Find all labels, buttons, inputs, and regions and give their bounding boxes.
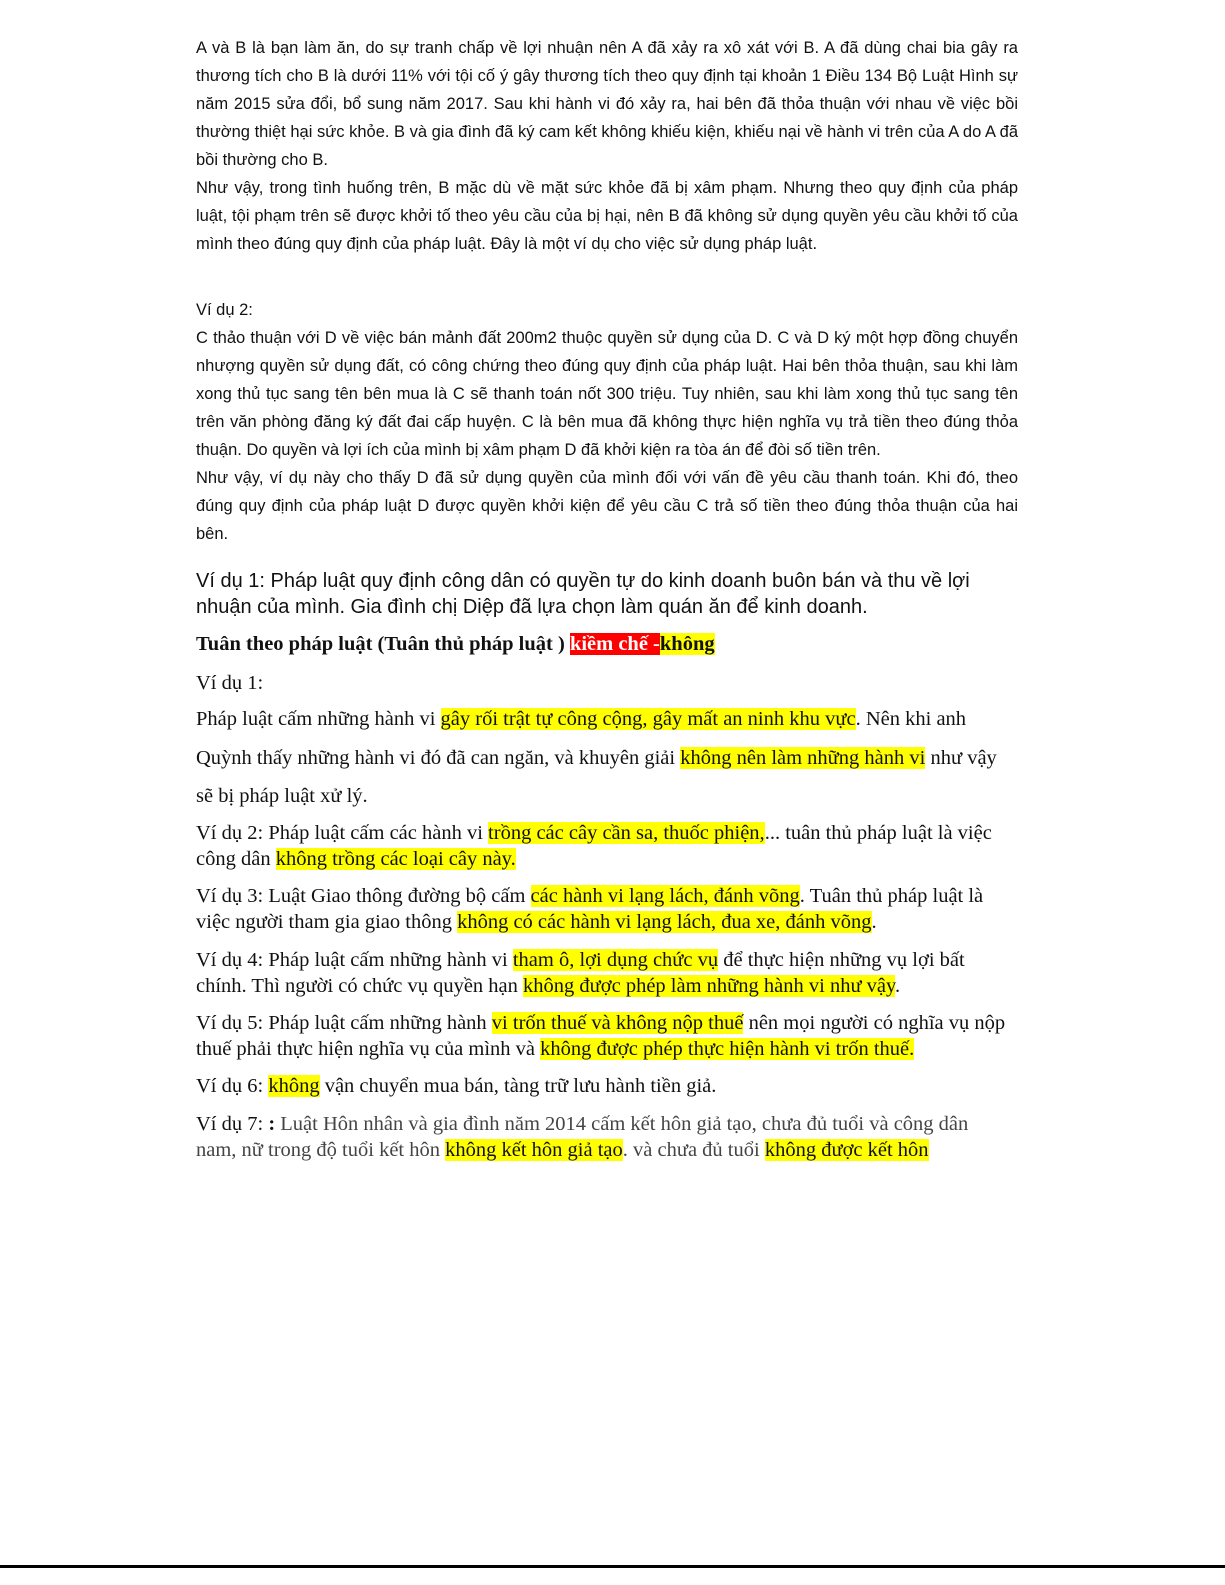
example-line: Quỳnh thấy những hành vi đó đã can ngăn, và khuyên giải không nên làm những hành vi như vậy bbox=[196, 747, 997, 769]
highlight: không kết hôn giả tạo bbox=[445, 1139, 623, 1161]
example-line: Ví dụ 7: : Luật Hôn nhân và gia đình năm 2014 cấm kết hôn giả tạo, chưa đủ tuổi và công dân bbox=[196, 1113, 969, 1135]
paragraph: Như vậy, trong tình huống trên, B mặc dù về mặt sức khỏe đã bị xâm phạm. Nhưng theo quy định của pháp luật, tội phạm trên sẽ được khởi tố theo yêu cầu của bị hại, nên B đã không sử dụng quyền yêu cầu khởi tố của mình theo đúng quy định của pháp luật. Đây là một ví dụ cho việc sử dụng pháp luật. bbox=[196, 179, 1018, 253]
page-bottom-border bbox=[0, 1565, 1225, 1568]
heading-highlight-red: kiềm chế - bbox=[569, 633, 660, 655]
example-line: Ví dụ 2: Pháp luật cấm các hành vi trồng các cây cần sa, thuốc phiện,... tuân thủ pháp luật là việc bbox=[196, 822, 992, 844]
example-kinh-doanh: Ví dụ 1: Pháp luật quy định công dân có quyền tự do kinh doanh buôn bán và thu về lợi nhuận của mình. Gia đình chị Diệp đã lựa chọn làm quán ăn để kinh doanh. bbox=[196, 570, 970, 618]
highlight: trồng các cây cần sa, thuốc phiện, bbox=[488, 822, 765, 844]
example-block-su-dung-1 bbox=[196, 34, 1018, 258]
paragraph: Như vậy, ví dụ này cho thấy D đã sử dụng quyền của mình đối với vấn đề yêu cầu thanh toán. Khi đó, theo đúng quy định của pháp luật D được quyền khởi kiện để yêu cầu C trả số tiền theo đúng thỏa thuận của hai bên. bbox=[196, 469, 1018, 543]
heading-text: Tuân theo pháp luật (Tuân thủ pháp luật ) bbox=[196, 633, 565, 655]
example-line: công dân không trồng các loại cây này. bbox=[196, 848, 516, 870]
highlight: không nên làm những hành vi bbox=[680, 747, 926, 769]
example-line: thuế phải thực hiện nghĩa vụ của mình và không được phép thực hiện hành vi trốn thuế. bbox=[196, 1038, 915, 1060]
highlight: không được phép thực hiện hành vi trốn thuế. bbox=[540, 1038, 915, 1060]
example-line: Pháp luật cấm những hành vi gây rối trật tự công cộng, gây mất an ninh khu vực. Nên khi anh bbox=[196, 708, 967, 730]
example-line: Ví dụ 6: không vận chuyển mua bán, tàng trữ lưu hành tiền giả. bbox=[196, 1075, 717, 1097]
highlight: không bbox=[268, 1075, 320, 1097]
example-line: Ví dụ 3: Luật Giao thông đường bộ cấm các hành vi lạng lách, đánh võng. Tuân thủ pháp luật là bbox=[196, 885, 984, 907]
highlight: không có các hành vi lạng lách, đua xe, đánh võng bbox=[457, 911, 872, 933]
highlight: các hành vi lạng lách, đánh võng bbox=[530, 885, 800, 907]
paragraph: C thảo thuận với D về việc bán mảnh đất 200m2 thuộc quyền sử dụng của D. C và D ký một hợp đồng chuyển nhượng quyền sử dụng đất, có công chứng theo đúng quy định của pháp luật. Hai bên thỏa thuận, sau khi làm xong thủ tục sang tên bên mua là C sẽ thanh toán nốt 300 triệu. Tuy nhiên, sau khi làm xong thủ tục sang tên trên văn phòng đăng ký đất đai cấp huyện. C là bên mua đã không thực hiện nghĩa vụ trả tiền theo đúng thỏa thuận. Do quyền và lợi ích của mình bị xâm phạm D đã khởi kiện ra tòa án để đòi số tiền trên. bbox=[196, 329, 1018, 459]
example-line: sẽ bị pháp luật xử lý. bbox=[196, 785, 368, 807]
example-line: Ví dụ 4: Pháp luật cấm những hành vi tham ô, lợi dụng chức vụ để thực hiện những vụ lợi bất bbox=[196, 949, 965, 971]
highlight: không trồng các loại cây này. bbox=[275, 848, 516, 870]
example-label: Ví dụ 2: bbox=[196, 301, 253, 319]
example-line: Ví dụ 5: Pháp luật cấm những hành vi trốn thuế và không nộp thuế nên mọi người có nghĩa vụ nộp bbox=[196, 1012, 1006, 1034]
paragraph: A và B là bạn làm ăn, do sự tranh chấp về lợi nhuận nên A đã xảy ra xô xát với B. A đã dùng chai bia gây ra thương tích cho B là dưới 11% với tội cố ý gây thương tích theo quy định tại khoản 1 Điều 134 Bộ Luật Hình sự năm 2015 sửa đổi, bổ sung năm 2017. Sau khi hành vi đó xảy ra, hai bên đã thỏa thuận với nhau về việc bồi thường thiệt hại sức khỏe. B và gia đình đã ký cam kết không khiếu kiện, khiếu nại về hành vi trên của A do A đã bồi thường cho B. bbox=[196, 39, 1018, 169]
example-label: Ví dụ 1: bbox=[196, 672, 264, 694]
example-block-su-dung-2 bbox=[196, 296, 1018, 548]
highlight: không được phép làm những hành vi như vậy bbox=[523, 975, 895, 997]
section-heading bbox=[196, 633, 715, 656]
highlight: gây rối trật tự công cộng, gây mất an ninh khu vực bbox=[440, 708, 856, 730]
highlight: không được kết hôn bbox=[764, 1139, 929, 1161]
example-line: nam, nữ trong độ tuổi kết hôn không kết hôn giả tạo. và chưa đủ tuổi không được kết hôn bbox=[196, 1139, 929, 1161]
highlight: tham ô, lợi dụng chức vụ bbox=[512, 949, 719, 971]
highlight: vi trốn thuế và không nộp thuế bbox=[491, 1012, 744, 1034]
example-line: việc người tham gia giao thông không có các hành vi lạng lách, đua xe, đánh võng. bbox=[196, 911, 877, 933]
heading-highlight-yellow: không bbox=[659, 633, 715, 655]
example-line: chính. Thì người có chức vụ quyền hạn không được phép làm những hành vi như vậy. bbox=[196, 975, 901, 997]
